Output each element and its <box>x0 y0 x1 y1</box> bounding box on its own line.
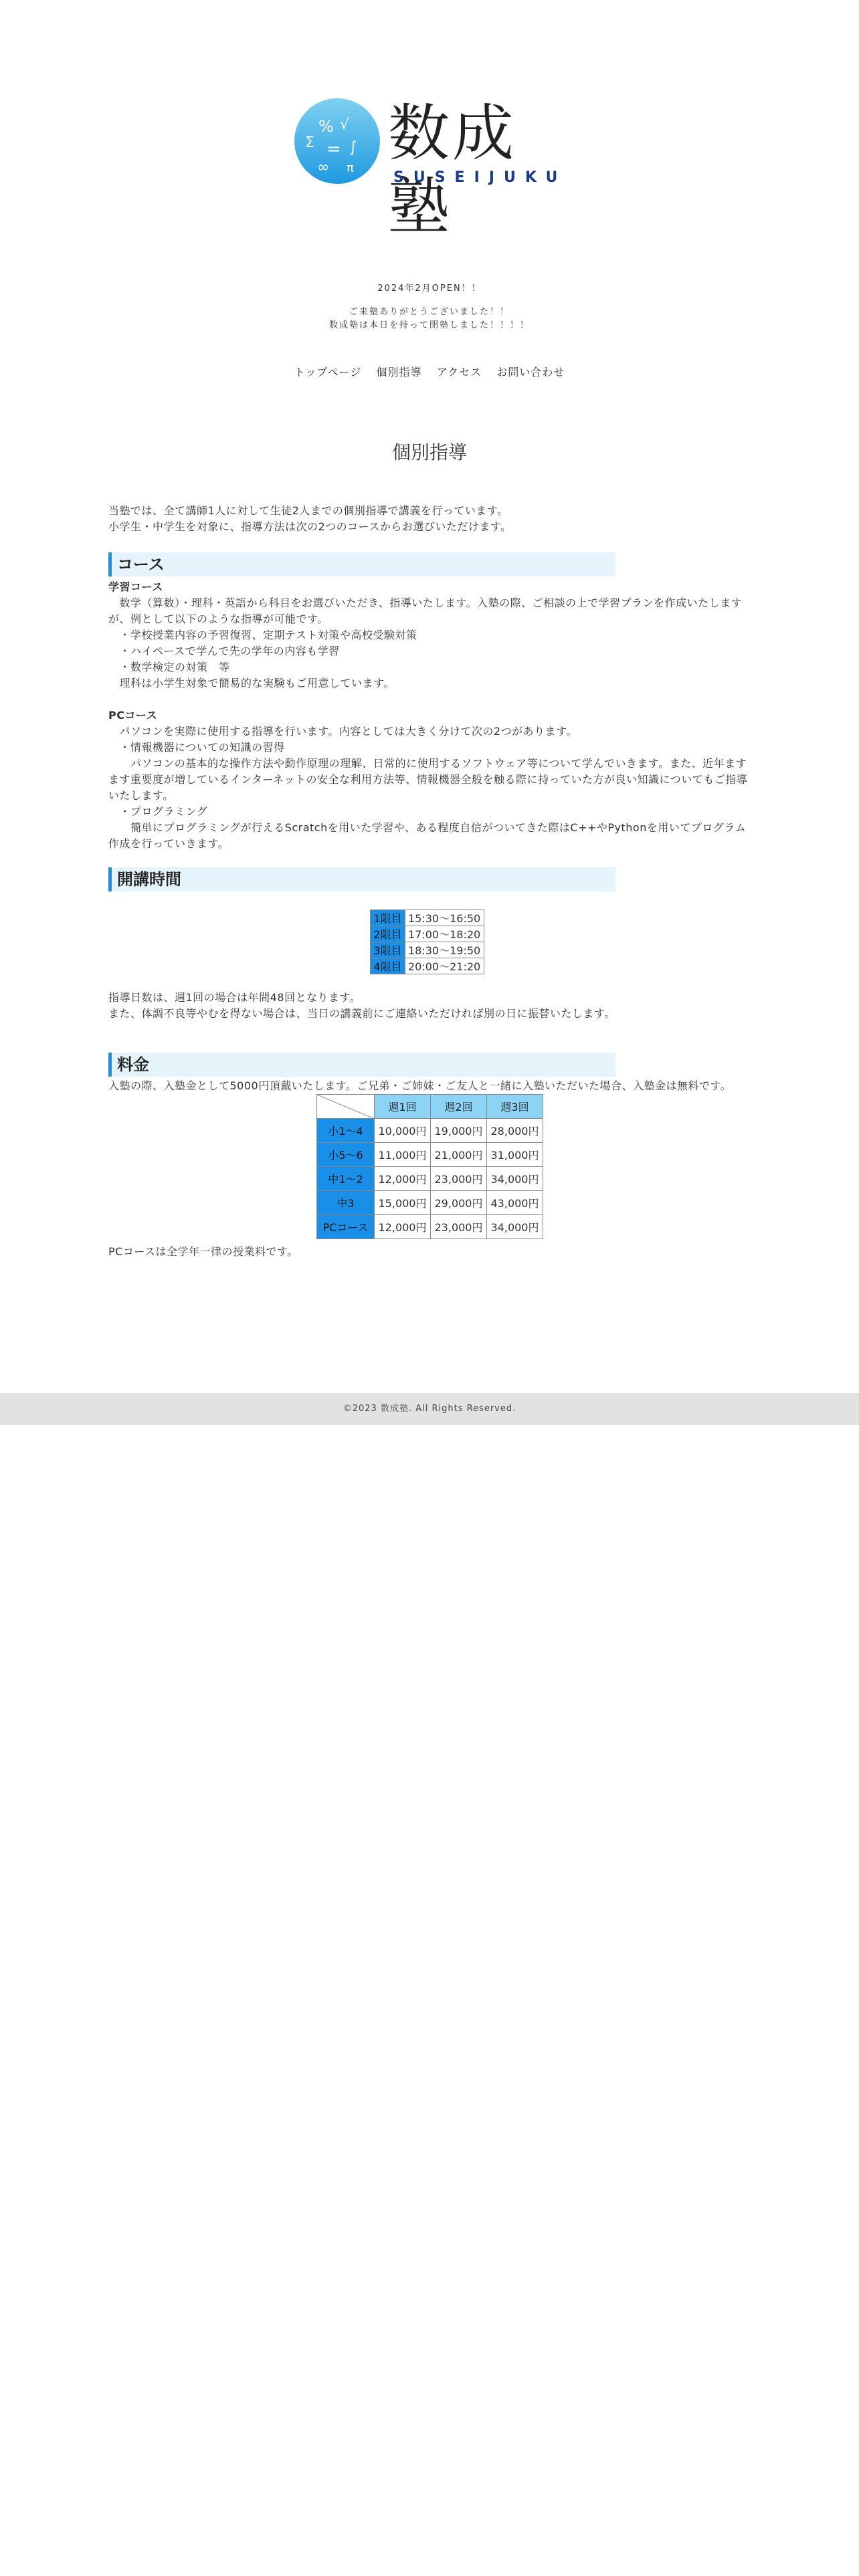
period-label: 3限目 <box>371 942 405 958</box>
pc-course-desc: パソコンを実際に使用する指導を行います。内容としては大きく分けて次の2つがあります。 <box>108 725 577 738</box>
svg-text:Σ: Σ <box>305 134 314 151</box>
fee-cell: 31,000円 <box>487 1143 543 1167</box>
table-row <box>371 958 484 974</box>
row-header: 小5〜6 <box>317 1143 375 1167</box>
pc-item-2: ・プログラミング <box>108 805 208 818</box>
period-time: 20:00〜21:20 <box>405 958 484 974</box>
fee-cell: 23,000円 <box>431 1167 487 1191</box>
fees-intro: 入塾の際、入塾金として5000円頂戴いたします。ご兄弟・ご姉妹・ご友人と一緒に入塾いただいた場合、入塾金は無料です。 <box>108 1079 732 1092</box>
intro-line-2: 小学生・中学生を対象に、指導方法は次の2つのコースからお選びいただけます。 <box>108 520 512 533</box>
logo-emblem-icon <box>293 97 381 185</box>
fee-cell: 15,000円 <box>375 1191 431 1215</box>
intro-text <box>108 503 751 535</box>
footer <box>0 1393 859 1425</box>
thanks-notice: ご来塾ありがとうございました！！ <box>349 307 510 317</box>
hours-note-2: また、体調不良等やむを得ない場合は、当日の講義前にご連絡いただければ別の日に振替いたします。 <box>108 1007 615 1020</box>
table-row <box>371 926 484 942</box>
study-item: ・ハイペースで学んで先の学年の内容も学習 <box>108 645 340 657</box>
hours-table <box>370 909 484 974</box>
table-header-row <box>317 1095 543 1119</box>
fee-cell: 34,000円 <box>487 1167 543 1191</box>
svg-text:%: % <box>318 117 334 136</box>
hours-heading: 開講時間 <box>108 867 615 891</box>
fee-cell: 29,000円 <box>431 1191 487 1215</box>
logo-roman: SUSEIJUKU <box>393 169 567 186</box>
table-row <box>317 1167 543 1191</box>
study-course-note: 理科は小学生対象で簡易的な実験もご用意しています。 <box>108 677 395 689</box>
course-content <box>108 579 751 852</box>
study-course-desc: 数学（算数）・理科・英語から科目をお選びいただき、指導いたします。入塾の際、ご相談の上で学習プランを作成いたしますが、例として以下のような指導が可能です。 <box>108 597 743 625</box>
row-header: PCコース <box>317 1215 375 1239</box>
nav-individual[interactable]: 個別指導 <box>376 366 422 379</box>
period-time: 18:30〜19:50 <box>405 942 484 958</box>
nav-contact[interactable]: お問い合わせ <box>496 366 565 379</box>
period-time: 15:30〜16:50 <box>405 910 484 926</box>
diagonal-line-icon <box>317 1095 375 1119</box>
fee-cell: 12,000円 <box>375 1167 431 1191</box>
table-row <box>317 1119 543 1143</box>
table-row <box>317 1191 543 1215</box>
period-label: 2限目 <box>371 926 405 942</box>
fee-cell: 23,000円 <box>431 1215 487 1239</box>
page-title: 個別指導 <box>391 441 467 463</box>
hours-notes <box>108 990 751 1022</box>
pc-item-1-desc: パソコンの基本的な操作方法や動作原理の理解、日常的に使用するソフトウェア等について学んでいきます。また、近年ますます重要度が増しているインターネットの安全な利用方法等、情報機器全般を触る際に持っていた方が良い知識についてもご指導いたします。 <box>108 757 748 802</box>
pc-item-2-desc: 簡単にプログラミングが行えるScratchを用いた学習や、ある程度自信がついてきた際はC++やPythonを用いてプログラム作成を行っていきます。 <box>108 821 747 850</box>
row-header: 中3 <box>317 1191 375 1215</box>
open-notice: 2024年2月OPEN！！ <box>377 284 482 294</box>
column-header: 週2回 <box>431 1095 487 1119</box>
column-header: 週1回 <box>375 1095 431 1119</box>
svg-text:π: π <box>347 161 354 175</box>
fee-cell: 10,000円 <box>375 1119 431 1143</box>
fee-cell: 11,000円 <box>375 1143 431 1167</box>
pc-course-title: PCコース <box>108 709 158 722</box>
table-row <box>371 942 484 958</box>
period-label: 1限目 <box>371 910 405 926</box>
study-item: ・数学検定の対策 等 <box>108 661 230 673</box>
corner-cell <box>317 1095 375 1119</box>
site-logo[interactable] <box>293 97 574 243</box>
copyright-text: ©2023 数成塾. All Rights Reserved. <box>343 1404 516 1414</box>
row-header: 中1〜2 <box>317 1167 375 1191</box>
closing-notice: 数成塾は本日を持って閉塾しました！！！！ <box>328 320 530 330</box>
fee-cell: 12,000円 <box>375 1215 431 1239</box>
fee-cell: 43,000円 <box>487 1191 543 1215</box>
fee-cell: 19,000円 <box>431 1119 487 1143</box>
period-label: 4限目 <box>371 958 405 974</box>
fees-note: PCコースは全学年一律の授業料です。 <box>108 1245 298 1258</box>
logo-kanji: 数成塾 <box>388 98 517 243</box>
fees-table <box>316 1094 543 1239</box>
main-nav <box>0 364 859 379</box>
column-header: 週3回 <box>487 1095 543 1119</box>
table-row <box>317 1215 543 1239</box>
fees-heading: 料金 <box>108 1053 615 1077</box>
fee-cell: 21,000円 <box>431 1143 487 1167</box>
nav-access[interactable]: アクセス <box>436 366 482 379</box>
intro-line-1: 当塾では、全て講師1人に対して生徒2人までの個別指導で講義を行っています。 <box>108 504 508 517</box>
nav-top[interactable]: トップページ <box>294 366 362 379</box>
svg-text:∞: ∞ <box>317 159 330 176</box>
study-item: ・学校授業内容の予習復習、定期テスト対策や高校受験対策 <box>108 629 417 641</box>
course-heading: コース <box>108 552 615 576</box>
svg-text:√: √ <box>340 116 350 133</box>
table-row <box>317 1143 543 1167</box>
fee-cell: 28,000円 <box>487 1119 543 1143</box>
svg-text:=: = <box>326 139 341 159</box>
row-header: 小1〜4 <box>317 1119 375 1143</box>
study-course-title: 学習コース <box>108 580 163 593</box>
svg-text:∫: ∫ <box>349 139 357 156</box>
fee-cell: 34,000円 <box>487 1215 543 1239</box>
table-row <box>371 910 484 926</box>
hours-note-1: 指導日数は、週1回の場合は年間48回となります。 <box>108 991 361 1004</box>
pc-item-1: ・情報機器についての知識の習得 <box>108 741 285 754</box>
period-time: 17:00〜18:20 <box>405 926 484 942</box>
